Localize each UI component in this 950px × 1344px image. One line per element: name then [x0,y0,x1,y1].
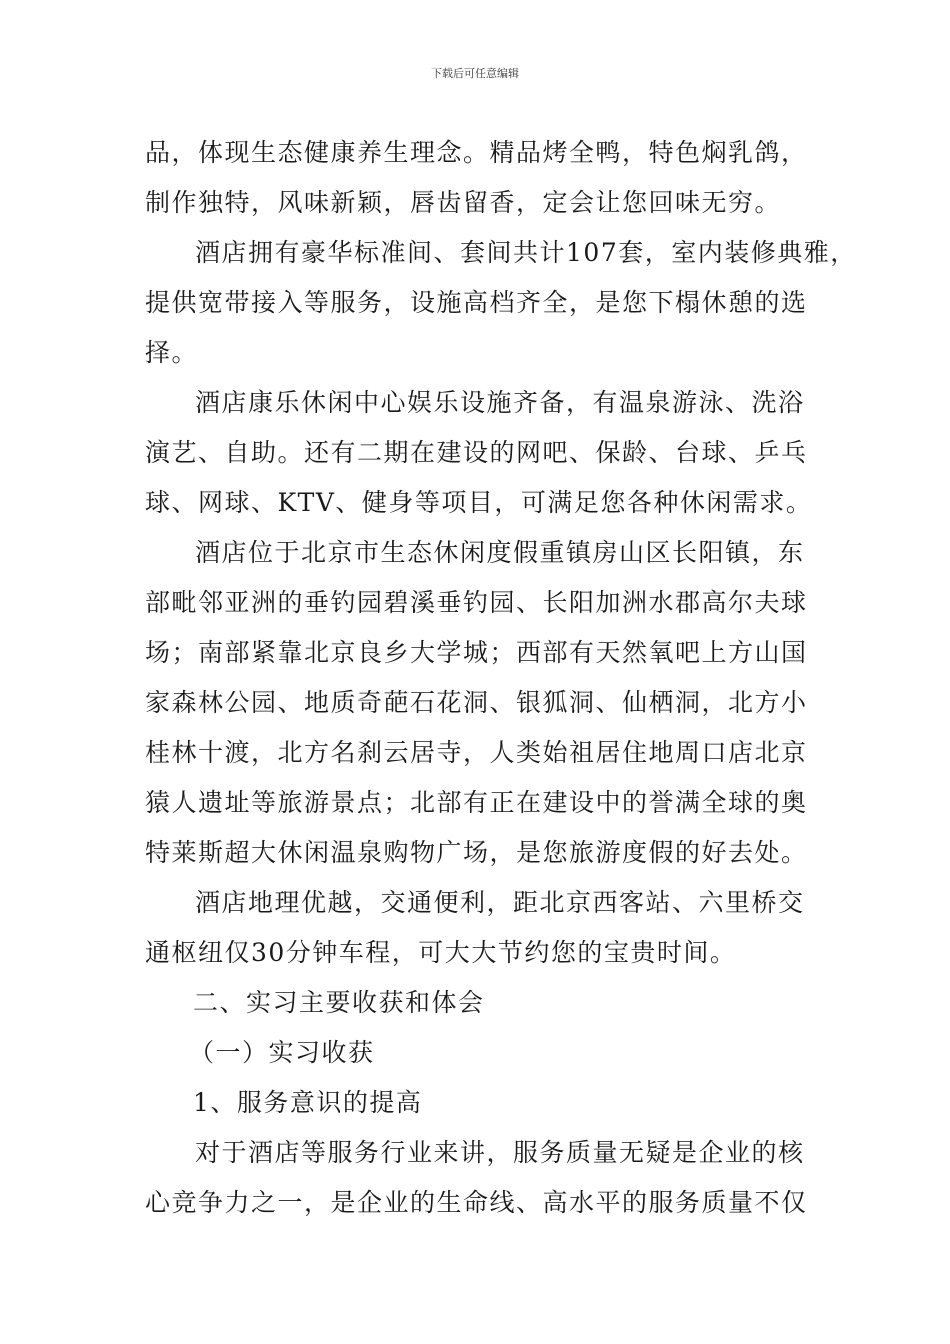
text-line: 演艺、自助。还有二期在建设的网吧、保龄、台球、乒乓 [145,438,808,467]
item-heading: 1、服务意识的提高 [193,1088,423,1117]
text-line: 猿人遗址等旅游景点；北部有正在建设中的誉满全球的奥 [145,788,808,817]
text-line: 酒店拥有豪华标准间、套间共计107套，室内装修典雅， [195,238,857,267]
subsection-heading: （一）实习收获 [189,1038,375,1067]
text-line: 特莱斯超大休闲温泉购物广场，是您旅游度假的好去处。 [145,838,808,867]
text-line: 择。 [145,338,199,367]
text-line: 酒店位于北京市生态休闲度假重镇房山区长阳镇，东 [195,538,805,567]
text-line: 球、网球、KTV、健身等项目，可满足您各种休闲需求。 [145,488,813,517]
text-line: 心竞争力之一，是企业的生命线、高水平的服务质量不仅 [145,1188,808,1217]
text-line: 部毗邻亚洲的垂钓园碧溪垂钓园、长阳加洲水郡高尔夫球 [145,588,808,617]
section-heading: 二、实习主要收获和体会 [193,988,485,1017]
text-line: 家森林公园、地质奇葩石花洞、银狐洞、仙栖洞，北方小 [145,688,808,717]
text-line: 品，体现生态健康养生理念。精品烤全鸭，特色焖乳鸽， [145,138,808,167]
text-line: 通枢纽仅30分钟车程，可大大节约您的宝贵时间。 [145,938,737,967]
text-line: 桂林十渡，北方名刹云居寺，人类始祖居住地周口店北京 [145,738,808,767]
text-line: 制作独特，风味新颖，唇齿留香，定会让您回味无穷。 [145,188,782,217]
text-line: 酒店地理优越，交通便利，距北京西客站、六里桥交 [195,888,805,917]
text-line: 对于酒店等服务行业来讲，服务质量无疑是企业的核 [195,1138,805,1167]
document-body [145,128,857,1228]
page-header: 下载后可任意编辑 [431,67,519,80]
text-line: 提供宽带接入等服务，设施高档齐全，是您下榻休憩的选 [145,288,808,317]
text-line: 酒店康乐休闲中心娱乐设施齐备，有温泉游泳、洗浴 [195,388,805,417]
text-line: 场；南部紧靠北京良乡大学城；西部有天然氧吧上方山国 [145,638,808,667]
